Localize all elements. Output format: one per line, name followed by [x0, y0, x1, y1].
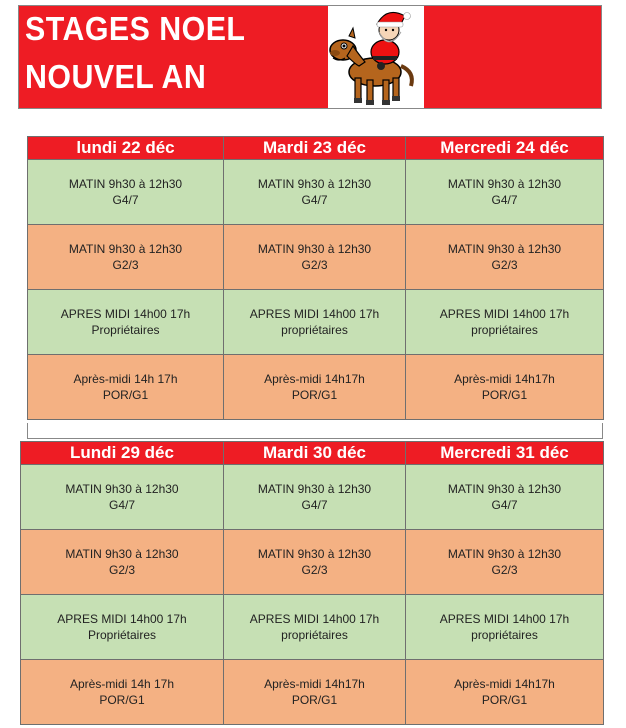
- title-banner: [18, 5, 602, 109]
- session-cell: APRES MIDI 14h00 17h Propriétaires: [21, 595, 224, 660]
- session-cell: Après-midi 14h17h POR/G1: [224, 660, 406, 725]
- session-cell: APRES MIDI 14h00 17h propriétaires: [224, 290, 406, 355]
- day-header: lundi 22 déc: [28, 137, 224, 160]
- session-cell: MATIN 9h30 à 12h30 G4/7: [406, 160, 604, 225]
- session-cell: MATIN 9h30 à 12h30 G2/3: [406, 225, 604, 290]
- banner-red-right: [424, 6, 601, 108]
- session-cell: MATIN 9h30 à 12h30 G2/3: [28, 225, 224, 290]
- session-cell: APRES MIDI 14h00 17h Propriétaires: [28, 290, 224, 355]
- session-cell: Après-midi 14h 17h POR/G1: [28, 355, 224, 420]
- table-row: [28, 290, 604, 355]
- table-row: [28, 355, 604, 420]
- santa-horse-illustration: [329, 6, 423, 108]
- session-cell: APRES MIDI 14h00 17h propriétaires: [406, 290, 604, 355]
- banner-title-line2: NOUVEL AN: [25, 58, 207, 95]
- table-header-row: [21, 442, 604, 465]
- session-cell: MATIN 9h30 à 12h30 G2/3: [224, 530, 406, 595]
- session-cell: Après-midi 14h17h POR/G1: [406, 355, 604, 420]
- table-row: [21, 530, 604, 595]
- session-cell: MATIN 9h30 à 12h30 G4/7: [406, 465, 604, 530]
- session-cell: APRES MIDI 14h00 17h propriétaires: [406, 595, 604, 660]
- table-row: [21, 660, 604, 725]
- day-header: Mardi 30 déc: [224, 442, 406, 465]
- table-row: [21, 465, 604, 530]
- session-cell: Après-midi 14h 17h POR/G1: [21, 660, 224, 725]
- session-cell: APRES MIDI 14h00 17h propriétaires: [224, 595, 406, 660]
- schedule-table-week2: [20, 441, 604, 725]
- table-row: [21, 595, 604, 660]
- table-row: [28, 225, 604, 290]
- day-header: Lundi 29 déc: [21, 442, 224, 465]
- banner-title-line1: STAGES NOEL: [25, 10, 246, 47]
- day-header: Mercredi 24 déc: [406, 137, 604, 160]
- session-cell: MATIN 9h30 à 12h30 G2/3: [21, 530, 224, 595]
- session-cell: MATIN 9h30 à 12h30 G2/3: [224, 225, 406, 290]
- session-cell: MATIN 9h30 à 12h30 G4/7: [28, 160, 224, 225]
- session-cell: MATIN 9h30 à 12h30 G4/7: [224, 465, 406, 530]
- session-cell: MATIN 9h30 à 12h30 G4/7: [21, 465, 224, 530]
- day-header: Mardi 23 déc: [224, 137, 406, 160]
- schedule-table-week1: [27, 136, 604, 420]
- session-cell: Après-midi 14h17h POR/G1: [406, 660, 604, 725]
- banner-red-left: [19, 6, 328, 108]
- day-header: Mercredi 31 déc: [406, 442, 604, 465]
- table-row: [28, 160, 604, 225]
- session-cell: MATIN 9h30 à 12h30 G4/7: [224, 160, 406, 225]
- session-cell: Après-midi 14h17h POR/G1: [224, 355, 406, 420]
- table-spacer: [27, 423, 603, 439]
- session-cell: MATIN 9h30 à 12h30 G2/3: [406, 530, 604, 595]
- table-header-row: [28, 137, 604, 160]
